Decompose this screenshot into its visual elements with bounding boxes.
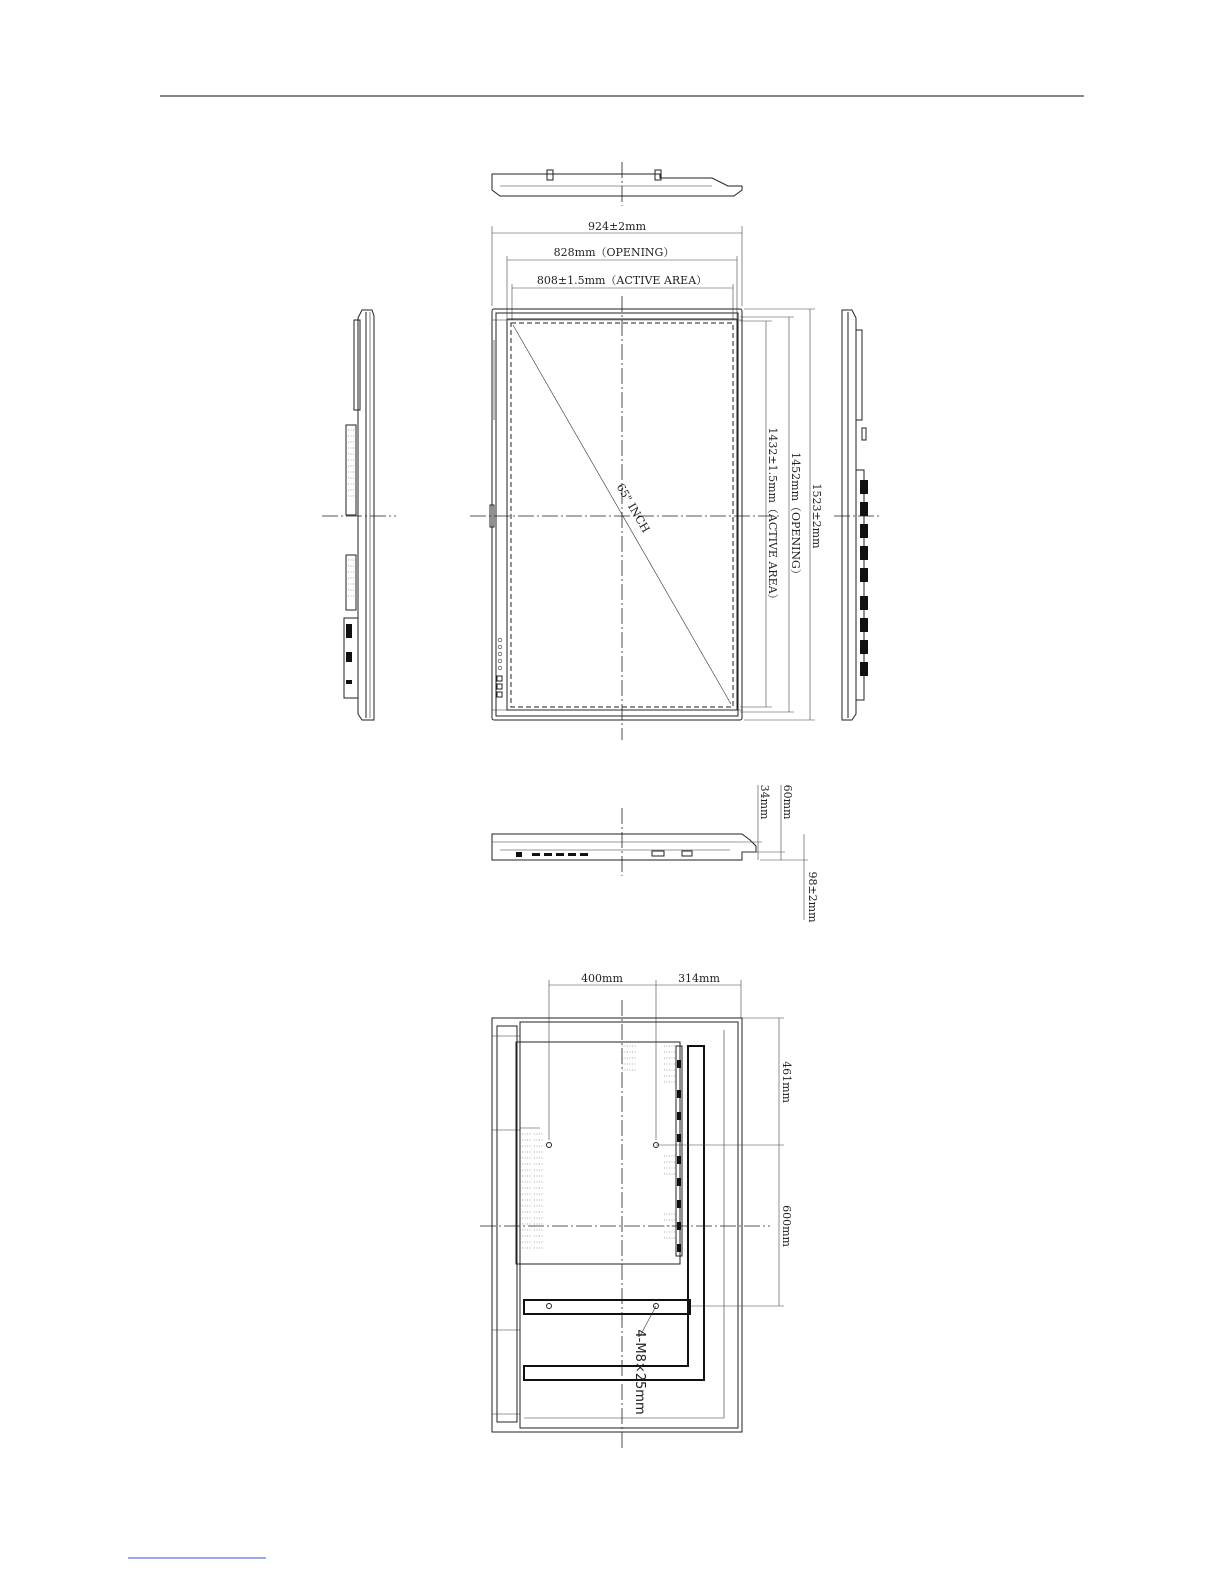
label-height-total: 1523±2mm (810, 483, 823, 549)
rear-view (480, 980, 784, 1450)
label-bottom-34: 34mm (758, 784, 771, 820)
front-view (470, 226, 815, 740)
label-height-active: 1432±1.5mm（ACTIVE AREA） (766, 427, 779, 605)
label-screws: 4-M8×25mm (632, 1329, 647, 1415)
label-width-opening: 828mm（OPENING） (553, 246, 675, 259)
label-height-opening: 1452mm（OPENING） (789, 452, 802, 580)
label-bottom-60: 60mm (781, 784, 794, 820)
right-side-view (834, 310, 882, 720)
label-vesa-400: 400mm (581, 972, 623, 985)
label-vesa-314: 314mm (678, 972, 720, 985)
left-side-view (322, 310, 396, 720)
label-vesa-600: 600mm (780, 1205, 793, 1247)
label-width-active: 808±1.5mm（ACTIVE AREA） (536, 274, 708, 287)
top-view (492, 162, 742, 206)
label-diagonal: 65" INCH (613, 481, 653, 536)
label-width-total: 924±2mm (587, 220, 647, 233)
label-vesa-461: 461mm (780, 1061, 793, 1103)
label-depth: 98±2mm (806, 871, 819, 923)
